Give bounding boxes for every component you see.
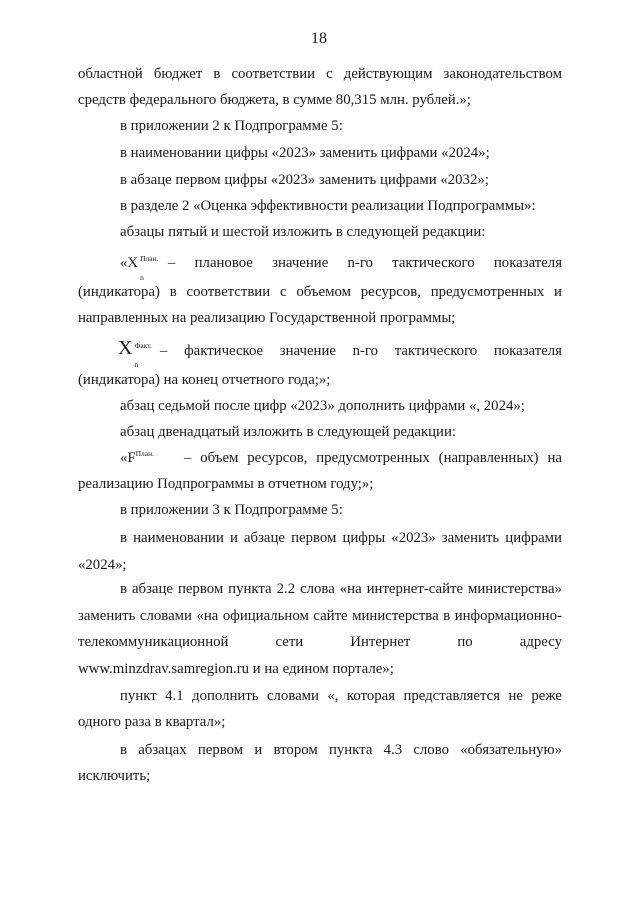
line-14: абзац двенадцатый изложить в следующей редакции:: [120, 424, 456, 440]
word: «,: [327, 688, 339, 704]
formula-x-fact: [118, 337, 152, 369]
word: предусмотренных: [316, 450, 430, 466]
word: 2.2: [276, 581, 296, 597]
word: соответствии: [186, 284, 271, 300]
word: заменить: [78, 608, 136, 624]
word: с: [279, 284, 287, 300]
word: на: [547, 450, 562, 466]
line-19: «2024»;: [78, 557, 127, 573]
word: первом: [197, 742, 244, 758]
word: «на: [339, 581, 362, 597]
word: в: [120, 530, 127, 546]
word: представляется: [403, 688, 501, 704]
line-8: [168, 253, 562, 273]
word: адресу: [519, 634, 562, 650]
word: цифрами: [505, 530, 562, 546]
line-3: в приложении 2 к Подпрограмме 5:: [120, 118, 343, 134]
word: первом: [177, 581, 224, 597]
formula-subscript: n: [134, 360, 139, 369]
line-26: [120, 740, 562, 760]
line-15: [184, 448, 562, 468]
formula-symbol: X: [118, 337, 133, 359]
line-21: [78, 606, 562, 626]
word: 4.1: [165, 688, 184, 704]
word: министерства»: [468, 581, 562, 597]
line-24: [120, 686, 562, 706]
line-6: в разделе 2 «Оценка эффективности реализации Подпрограммы»:: [120, 198, 536, 214]
word: n-го: [347, 255, 373, 271]
word: соответствии: [231, 66, 316, 82]
word: втором: [273, 742, 318, 758]
formula-symbol: «X: [120, 255, 139, 271]
word: (индикатора): [78, 284, 160, 300]
formula-f-plan: [120, 448, 154, 468]
formula-superscript: План.: [140, 254, 159, 263]
word: дополнить: [192, 688, 259, 704]
line-25: одного раза в квартал»;: [78, 714, 226, 730]
word: действующим: [343, 66, 433, 82]
line-18: [120, 528, 562, 548]
word: слово: [413, 742, 449, 758]
word: n-го: [352, 343, 379, 359]
word: в: [169, 284, 177, 300]
word: значение: [279, 343, 336, 359]
word: не: [508, 688, 523, 704]
line-11: [160, 341, 562, 361]
word: бюджет: [153, 66, 203, 82]
word: в: [120, 581, 127, 597]
line-22: [78, 632, 562, 652]
line-9: [78, 282, 562, 302]
line-2: средств федерального бюджета, в сумме 80,315 млн. рублей.»;: [78, 92, 471, 108]
word: информационно-: [454, 608, 562, 624]
word: заменить: [441, 530, 500, 546]
word: цифры: [342, 530, 386, 546]
word: сайте: [313, 608, 348, 624]
line-7: абзацы пятый и шестой изложить в следующей редакции:: [120, 224, 486, 240]
word: наименовании: [133, 530, 224, 546]
word: «обязательную»: [460, 742, 562, 758]
line-20: [120, 579, 562, 599]
word: (направленных): [438, 450, 539, 466]
word: значение: [272, 255, 329, 271]
line-12: (индикатора) на конец отчетного года;»;: [78, 372, 331, 388]
word: по: [457, 634, 473, 650]
word: телекоммуникационной: [78, 634, 229, 650]
word: словами: [139, 608, 192, 624]
word: в: [213, 66, 221, 82]
word: сети: [275, 634, 304, 650]
line-23: www.minzdrav.samregion.ru и на едином портале»;: [78, 661, 394, 677]
word: фактическое: [184, 343, 264, 359]
word: областной: [78, 66, 143, 82]
word: –: [184, 450, 192, 466]
word: объемом: [296, 284, 351, 300]
word: показателя: [493, 255, 562, 271]
word: слова: [300, 581, 335, 597]
word: ресурсов,: [360, 284, 421, 300]
word: пункта: [228, 581, 272, 597]
line-27: исключить;: [78, 768, 151, 784]
formula-symbol: «F: [120, 450, 136, 466]
word: плановое: [194, 255, 253, 271]
word: словами: [266, 688, 319, 704]
word: показателя: [493, 343, 562, 359]
word: и: [229, 530, 238, 546]
formula-subscript: n: [140, 273, 144, 282]
word: абзацах: [138, 742, 187, 758]
line-13: абзац седьмой после цифр «2023» дополнить цифрами «, 2024»;: [120, 398, 525, 414]
word: которая: [346, 688, 396, 704]
word: и: [554, 284, 562, 300]
word: тактического: [392, 255, 475, 271]
formula-superscript: План.: [135, 449, 155, 459]
word: ресурсов,: [247, 450, 308, 466]
word: –: [168, 255, 176, 271]
word: Интернет: [350, 634, 411, 650]
word: абзаце: [243, 530, 285, 546]
word: официальном: [222, 608, 309, 624]
word: пункт: [120, 688, 157, 704]
line-1: [78, 64, 562, 84]
word: законодательством: [443, 66, 562, 82]
line-10: направленных на реализацию Государственной программы;: [78, 310, 456, 326]
word: «на: [196, 608, 219, 624]
word: интернет-сайте: [366, 581, 464, 597]
word: пункта: [328, 742, 373, 758]
word: реже: [531, 688, 562, 704]
formula-superscript: Факт.: [134, 341, 152, 350]
word: с: [326, 66, 333, 82]
word: –: [160, 343, 168, 359]
line-17: в приложении 3 к Подпрограмме 5:: [120, 502, 343, 518]
line-5: в абзаце первом цифры «2023» заменить цифрами «2032»;: [120, 172, 489, 188]
word: объем: [200, 450, 239, 466]
line-4: в наименовании цифры «2023» заменить цифрами «2024»;: [120, 145, 490, 161]
word: абзаце: [131, 581, 173, 597]
page-number: 18: [311, 30, 327, 47]
word: «2023»: [391, 530, 436, 546]
word: в: [443, 608, 451, 624]
line-16: реализацию Подпрограммы в отчетном году;»;: [78, 476, 374, 492]
formula-x-plan: [120, 253, 159, 282]
word: тактического: [394, 343, 478, 359]
word: первом: [291, 530, 337, 546]
word: предусмотренных: [430, 284, 545, 300]
word: в: [120, 742, 127, 758]
word: министерства: [352, 608, 439, 624]
word: 4.3: [383, 742, 403, 758]
word: и: [254, 742, 263, 758]
